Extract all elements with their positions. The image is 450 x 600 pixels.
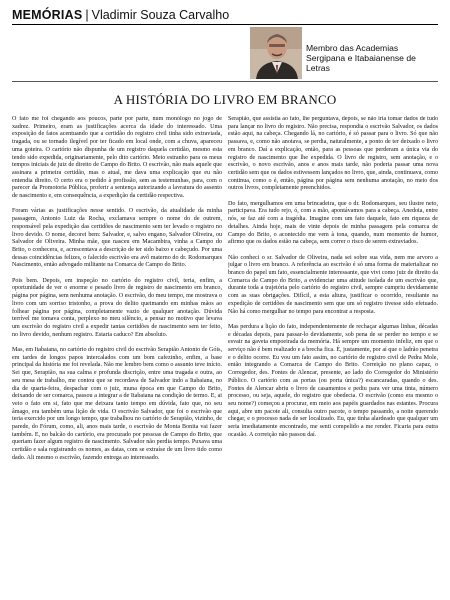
header-rule xyxy=(12,24,438,25)
paragraph: Mas perdura a lição do fato, independentemente de rechaçar algumas linhas, décadas e décadas depois, para passar-lo devidamente, sob pena de se perder no tempo e se esvair na gaveta empoeirada da memória. Há sempre um momento infeliz, em que o serviço não é bem realizado e a brecha fica. É, justamente, por aí que o ladrão penetra e o delito ocorre. Eu vou um fato assim, no cartório de registro civil de Pedra Mole, então integrando a Comarca de Campo do Brito. Correição no plano capaz, o Corregedor, des. Fontes de Alencar, presente, ao lado do Corregedor do Ministério Público. O cartório com as portas (ou porta única?) escancaradas, quando o des. Fontes de Alencar abriu o livro de casamentos e pediu para ver uma tinta, número processo, ou seja, aquele, do registro que obedecia. O escrivão (como era mesmo o seu nome?) começou a procurar, em meio aos papéis guardados nas estantes. Procura aqui, abre um pacote ali, consulta outro pacote, o tempo passando, a noite querendo chegar, e o processo nada de ser localizado. Eu, que tinha alardeado que qualquer um seria imediatamente encontrado, me senti compelido a me render. Ficaria para outra ocasião. A correição não passou daí. xyxy=(228,323,438,438)
author-bio: Membro das Academias Sergipana e Itabaianense de Letras xyxy=(306,43,416,73)
article-column-left xyxy=(12,116,222,594)
section-name: MEMÓRIAS xyxy=(12,8,83,22)
paragraph: Mas, em Itabaiana, no cartório do registro civil do escrivão Serapião Antonio de Góis, em tardes de longos papos intercalados com um bom cafezinho, enfim, a base principal da história me foi revelada. Não me lembro bem como o assunto teve início. Sei que, Serapião, na sua calma e profunda discrição, entre uma tragada e outra, ao seu mesa de trabalho, me contou que se recordava de Salvador indo a Itabaiana, no dia de quarta-feira, despachar com o juiz, muna época em que Campo do Brito, deixando de ser comarca, passou a integrar a de Itabaiana na condição de termo. E, ai veio o fato em si, fato que me deixara tanto tempo em dúvida, fato que, no seu âmago, era também uma lição de vida. O escrivão Salvador, que foi o escrivão que teria exercido por um longo tempo, que trabalhou no cartório de Serapião, vizinho, de parede, do Fórum, como, ali, anos mais tarde, o escrivão de Monta Bonita vai fazer também. E, no balcão do cartório, era procurado por pessoas de Campo do Brito, que queriam fazer algum registro de nascimento. Salvador não perdia tempo. Puxava uma certidão e sala registrando os nomes, as datas, com se extraíse de um livro tido como dado. Ali mesmo o escrivão, fazendo entrega ao interessado. xyxy=(12,347,222,461)
author-photo xyxy=(250,27,302,79)
article-column-right xyxy=(228,116,438,594)
paragraph: Serapião, que assistia ao fato, lhe perguntava, depois, se não iria tomar dados de tudo para lançar no livro do registro. Não precisa, respondia o escrivão Salvador, os dados estão aqui, na cabeça. Chegando lá, no cartório, é só passar para o livro. Só que não passava, e, como não anotava, se perdia, naturalmente, a ponto de ter deixado o livro em branco. Daí a explicação, então, para as pessoas que perderam a única via do registro de nascimento que lhe expedida. O livro de registro, sem anotação, e o escrivão, o novo escrivão, anos e anos mais tarde, não poderia passar uma nova certidão sem que os dados estivessem lançados no livro, que, ainda, continuava, como continua, como o é, então, página por página sem nenhuma anotação, no meio dos outros livros, completamente preenchidos. xyxy=(228,116,438,192)
column-header xyxy=(12,8,438,22)
author-portrait-icon xyxy=(250,27,302,79)
paragraph: Do fato, mergulhamos em uma brincadeira, que o dr. Rodomarques, seu ilustre neto, participava. Era tudo rejo, ó, com a mão, apontávamos para a cabeça. Anedota, entre nós, se faz até com a tragédia. Imagine com um fato daquele, fato em riqueza de detalhes. Ainda hoje, mais de vinte depois de minha passagem pela comarca de Campo do Brito, o acontecido me vem à tona, quando, num momento de humor, afirmo que os dados estão na cabeça, sem correr o risco de serem extraviados. xyxy=(228,200,438,246)
paragraph: O fato me foi chegando aos poucos, parte por parte, num monólogo no jogo de xadrez. Primeiro, eram as justificações acerca da idade do interessado. Uma exposição de fatos acentuando que a certidão do registro civil tinha sido extraviada, tragada, ou se tornado ilegível por ter ficado em local onde, com a chuva, apareceu uma goteira. O cartório não dispunha de um registro daquela certidão, mesmo esta tendo sido expedida, originariamente, pelo dito cartório. Meio estranho para os meus tempos iniciais de juiz de direito de Campo do Brito. O escrivão, não mais aquele que assinara a primeira certidão, mas o atual, me dava uma explicação que eu não entendia direito. O certo era o pedido à profissão, sem as testemunhas, para, com o parecer da Promotoria Pública, proferir a sentença autorizando a lavratura do assento de nascimento e, em consequência, a expedição da certidão respectiva. xyxy=(12,116,222,200)
paragraph: Pois bem. Depois, em inspeção no cartório do registro civil, teria, enfim, a oportunidade de ver o enorme e pesado livro de registro de nascimento em branco, página por página, sem nenhuma anotação. O escrivão, do meu tempo, me mostrava o livro com um sorriso tristonho, a prova do delito queimando em minhas mãos ao folhear página por página, completamente vazio de qualquer anotação. Dúvida terrível me tomava conta, perplexo no meu silêncio, a pensar no motivo que levava um escrivão do registro civil a expedir tantas certidões de nascimento sem ter feito, no livro devido, nenhum registro. Estaria caduco? Em absoluto. xyxy=(12,277,222,338)
title-rule xyxy=(12,81,438,82)
author-name: Vladimir Souza Carvalho xyxy=(91,8,230,22)
paragraph: Não conheci o sr. Salvador de Oliveira, nada sei sobre sua vida, nem me arvoro a julgar o livro em branco. A referência ao escrivão é só uma forma de materializar no branco do papel um fato, essencialmente interessante, que vivi como juiz de direito da Comarca de Campo do Brito, a evidenciar uma atitude isolada de um escrivão que, durante toda a trajetória pelo cartório do registro civil, sempre cumpriu devidamente com as suas obrigações. Difícil, a esta altura, justificar o ocorrido, resultante na expedição de certidões de nascimento sem que um só registro tivesse sido efetuado. Não há como mergulhar no tempo para encontrar a resposta. xyxy=(228,254,438,315)
article-title: A HISTÓRIA DO LIVRO EM BRANCO xyxy=(113,92,337,107)
paragraph: Foram várias as justificações nesse sentido. O escrivão, da atualidade da minha passagem, Antonio Luiz da Rocha, exclamava sempre o nome do de outrem, responsável pela expedição das certidões de nascimento sem ter levado o registro no livro devido. O nome, decorei bem: Salvador, e, salvo engano, Salvador Oliveira, ou Salvador de Oliveira. Minha mãe, que nasceu em Macambira, vinha a Campo do Brito, o conhecera, e, acrescentava a descrição de ter sido baixo e cabeçudo. Por uma dessas coincidências felizes, o falecido escrivão era avô materno do dr. Rodomarques Nascimento, então advogado militante na Comarca de Campo do Brito. xyxy=(12,208,222,269)
header-separator: | xyxy=(85,8,89,22)
